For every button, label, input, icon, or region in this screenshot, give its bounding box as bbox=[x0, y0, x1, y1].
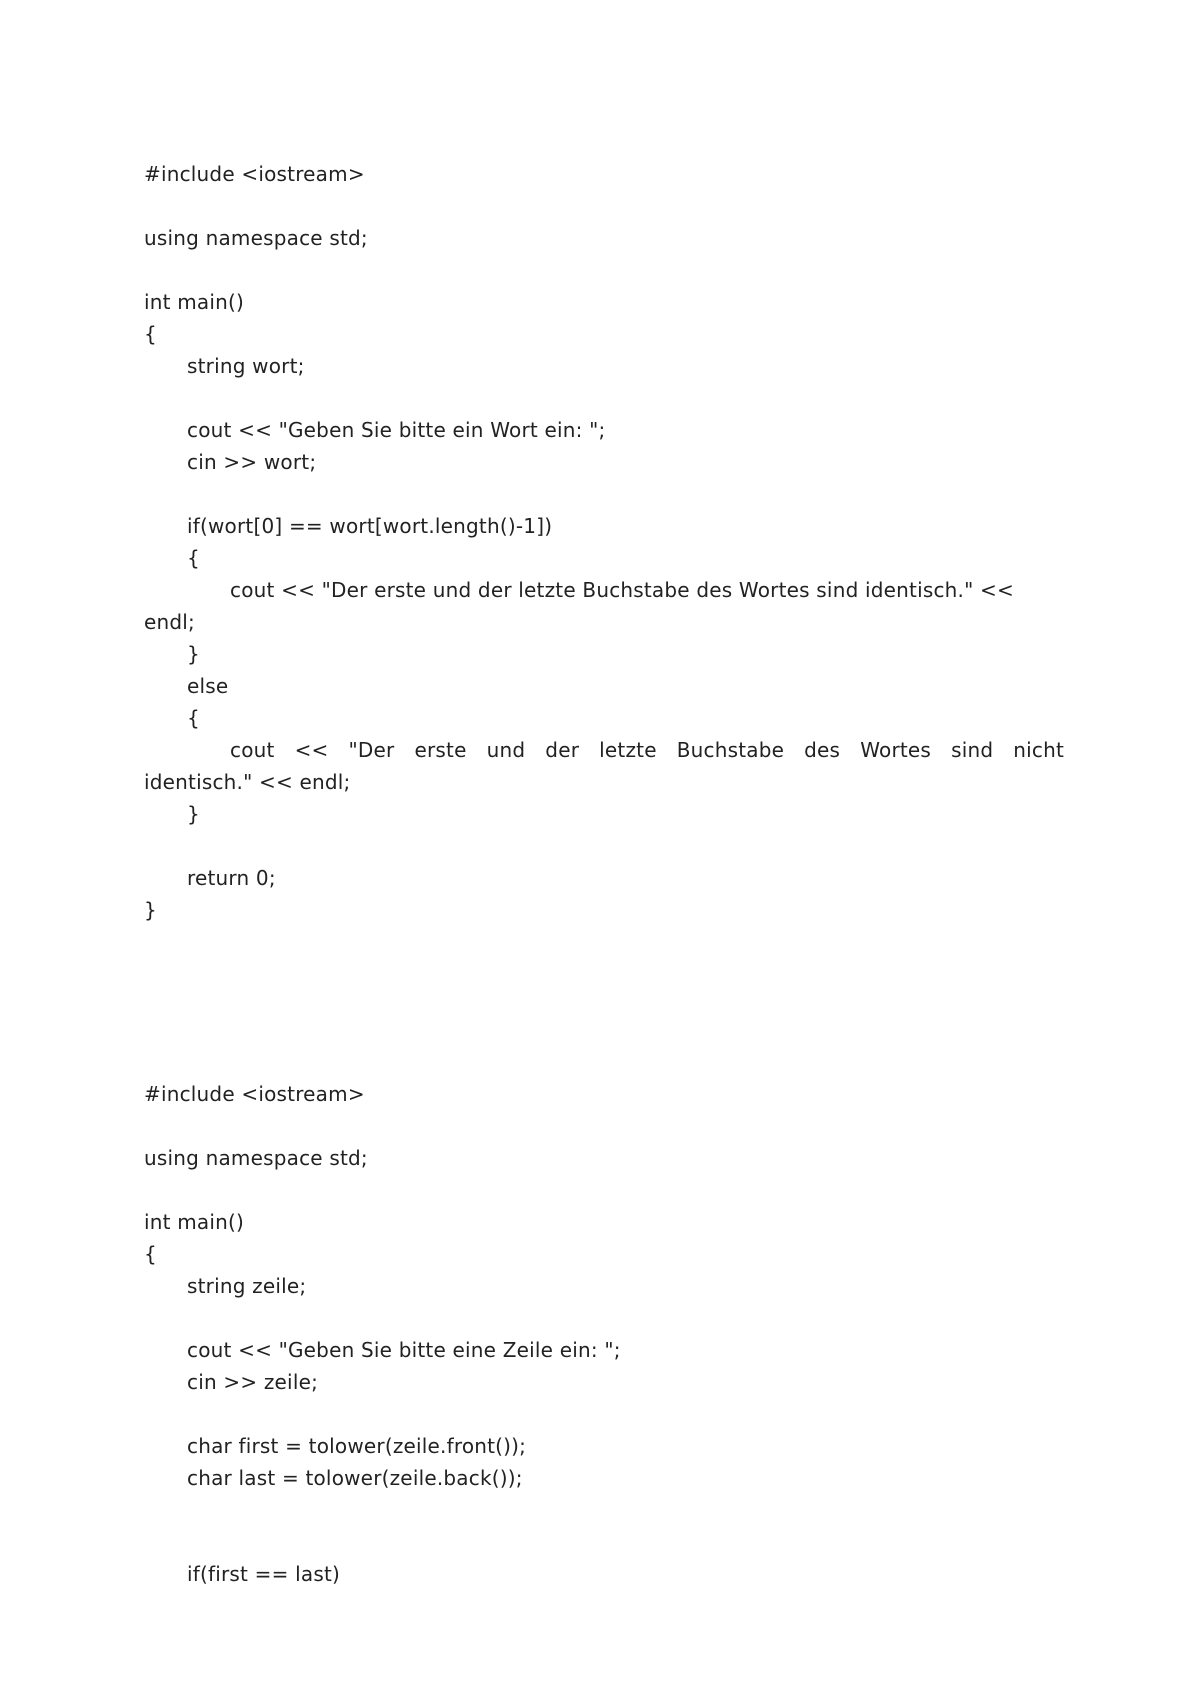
code-line: cin >> zeile; bbox=[187, 1370, 319, 1394]
code-line: using namespace std; bbox=[144, 226, 368, 250]
code-line: cin >> wort; bbox=[187, 450, 317, 474]
code-line: else bbox=[187, 674, 229, 698]
blank-line bbox=[144, 1398, 1064, 1430]
blank-line bbox=[144, 1526, 1064, 1558]
code-line: if(first == last) bbox=[187, 1562, 340, 1586]
code-line: return 0; bbox=[187, 866, 276, 890]
code-line: cout << "Geben Sie bitte ein Wort ein: "; bbox=[187, 418, 606, 442]
code-line: cout << "Der erste und der letzte Buchstabe des Wortes sind nicht bbox=[230, 738, 1064, 762]
code-line: char last = tolower(zeile.back()); bbox=[187, 1466, 523, 1490]
code-line: { bbox=[187, 546, 200, 570]
code-line: } bbox=[187, 642, 200, 666]
blank-line bbox=[144, 1174, 1064, 1206]
code-line: { bbox=[187, 706, 200, 730]
blank-line bbox=[144, 190, 1064, 222]
code-line: string wort; bbox=[187, 354, 305, 378]
blank-line bbox=[144, 382, 1064, 414]
code-line: { bbox=[144, 322, 157, 346]
code-line: { bbox=[144, 1242, 157, 1266]
code-line: if(wort[0] == wort[wort.length()-1]) bbox=[187, 514, 553, 538]
blank-line bbox=[144, 830, 1064, 862]
code-line-wrap: identisch." << endl; bbox=[144, 770, 351, 794]
code-line: cout << "Geben Sie bitte eine Zeile ein: "; bbox=[187, 1338, 621, 1362]
code-line: } bbox=[187, 802, 200, 826]
code-listing-1 bbox=[144, 158, 1064, 926]
code-line: } bbox=[144, 898, 157, 922]
code-line: char first = tolower(zeile.front()); bbox=[187, 1434, 527, 1458]
code-line: using namespace std; bbox=[144, 1146, 368, 1170]
code-listing-2 bbox=[144, 1078, 1064, 1590]
code-line: #include <iostream> bbox=[144, 162, 365, 186]
code-line: string zeile; bbox=[187, 1274, 307, 1298]
code-line: #include <iostream> bbox=[144, 1082, 365, 1106]
blank-line bbox=[144, 478, 1064, 510]
blank-line bbox=[144, 1110, 1064, 1142]
blank-line bbox=[144, 254, 1064, 286]
code-line-wrap: endl; bbox=[144, 610, 195, 634]
code-line: int main() bbox=[144, 1210, 245, 1234]
blank-line bbox=[144, 1494, 1064, 1526]
code-line: int main() bbox=[144, 290, 245, 314]
blank-line bbox=[144, 1302, 1064, 1334]
code-line: cout << "Der erste und der letzte Buchstabe des Wortes sind identisch." << bbox=[230, 578, 1014, 602]
